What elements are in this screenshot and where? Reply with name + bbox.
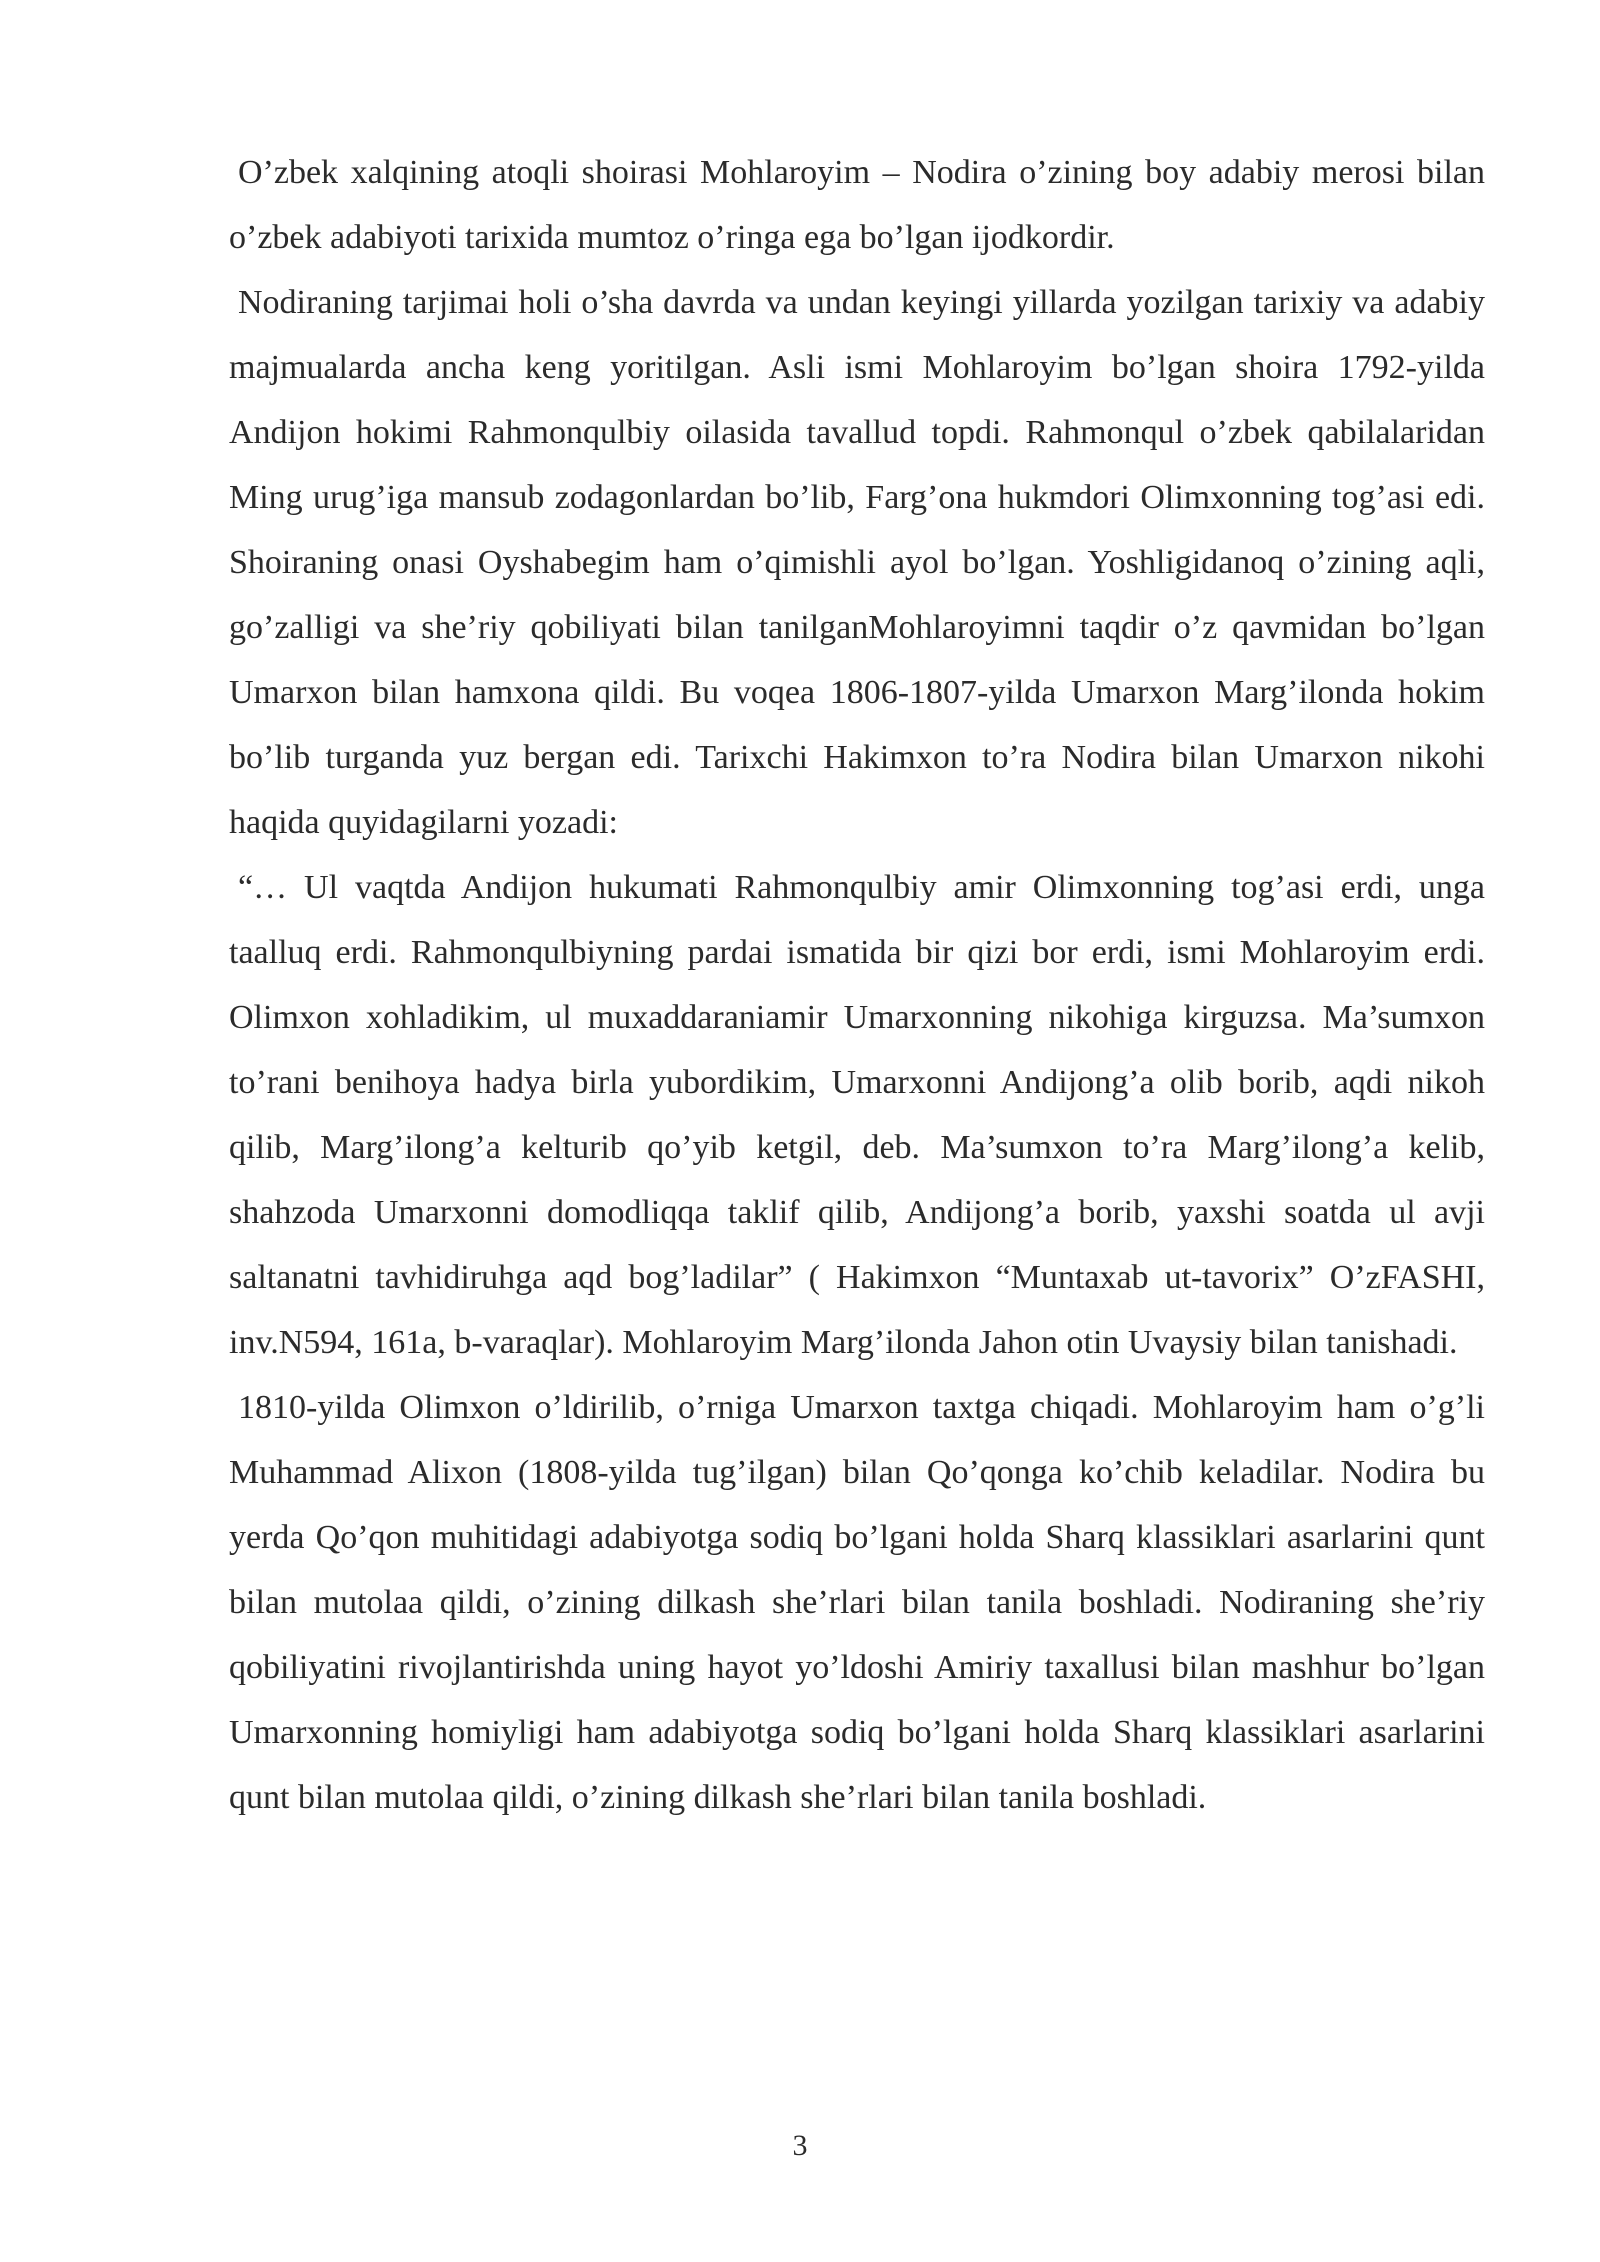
paragraph-intro: O’zbek xalqining atoqli shoirasi Mohlaroyim – Nodira o’zining boy adabiy merosi bilan o’zbek adabiyoti tarixida mumtoz o’ringa ega bo’lgan ijodkordir. xyxy=(229,154,1485,256)
paragraph-biography: Nodiraning tarjimai holi o’sha davrda va undan keyingi yillarda yozilgan tarixiy va adabiy majmualarda ancha keng yoritilgan. Asli ismi Mohlaroyim bo’lgan shoira 1792-yilda Andijon hokimi Rahmonqulbiy oilasida tavallud topdi. Rahmonqul o’zbek qabilalaridan Ming urug’iga mansub zodagonlardan bo’lib, Farg’ona hukmdori Olimxonning tog’asi edi. Shoiraning onasi Oyshabegim ham o’qimishli ayol bo’lgan. Yoshligidanoq o’zining aqli, go’zalligi va she’riy qobiliyati bilan tanilganMohlaroyimni taqdir o’z qavmidan bo’lgan Umarxon bilan hamxona qildi. Bu voqea 1806-1807-yilda Umarxon Marg’ilonda hokim bo’lib turganda yuz bergan edi. Tarixchi Hakimxon to’ra Nodira bilan Umarxon nikohi haqida quyidagilarni yozadi: xyxy=(229,284,1485,841)
paragraph-quotation: “… Ul vaqtda Andijon hukumati Rahmonqulbiy amir Olimxonning tog’asi erdi, unga taalluq erdi. Rahmonqulbiyning pardai ismatida bir qizi bor erdi, ismi Mohlaroyim erdi. Olimxon xohladikim, ul muxaddaraniamir Umarxonning nikohiga kirguzsa. Ma’sumxon to’rani benihoya hadya birla yubordikim, Umarxonni Andijong’a olib borib, aqdi nikoh qilib, Marg’ilong’a kelturib qo’yib ketgil, deb. Ma’sumxon to’ra Marg’ilong’a kelib, shahzoda Umarxonni domodliqqa taklif qilib, Andijong’a borib, yaxshi soatda ul avji saltanatni tavhidiruhga aqd bog’ladilar” ( Hakimxon “Muntaxab ut-tavorix” O’zFASHI, inv.N594, 161a, b-varaqlar). Mohlaroyim Marg’ilonda Jahon otin Uvaysiy bilan tanishadi. xyxy=(229,869,1485,1361)
body-text xyxy=(229,140,1485,1830)
page-number: 3 xyxy=(792,2129,808,2162)
paragraph-kokand: 1810-yilda Olimxon o’ldirilib, o’rniga Umarxon taxtga chiqadi. Mohlaroyim ham o’g’li Muhammad Alixon (1808-yilda tug’ilgan) bilan Qo’qonga ko’chib keladilar. Nodira bu yerda Qo’qon muhitidagi adabiyotga sodiq bo’lgani holda Sharq klassiklari asarlarini qunt bilan mutolaa qildi, o’zining dilkash she’rlari bilan tanila boshladi. Nodiraning she’riy qobiliyatini rivojlantirishda uning hayot yo’ldoshi Amiriy taxallusi bilan mashhur bo’lgan Umarxonning homiyligi ham adabiyotga sodiq bo’lgani holda Sharq klassiklari asarlarini qunt bilan mutolaa qildi, o’zining dilkash she’rlari bilan tanila boshladi. xyxy=(229,1389,1485,1816)
